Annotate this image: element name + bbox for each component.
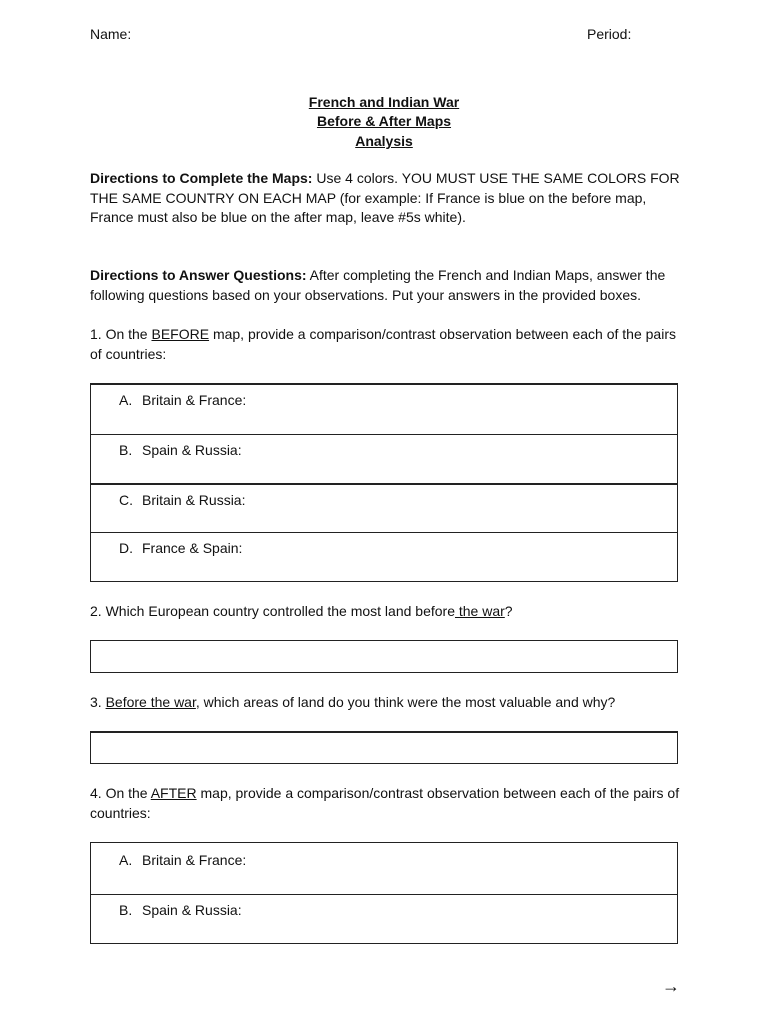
question-4 <box>90 784 690 823</box>
row-letter: A. <box>119 852 133 868</box>
question-3 <box>90 693 690 713</box>
row-label: Britain & Russia: <box>142 492 246 508</box>
row-letter: D. <box>119 540 133 556</box>
answer-row[interactable] <box>91 434 677 483</box>
question-4-answer-table <box>90 842 678 944</box>
question-2-prefix: 2. Which European country controlled the most land before <box>90 603 455 619</box>
row-letter: C. <box>119 492 133 508</box>
directions-maps-heading: Directions to Complete the Maps: <box>90 170 313 186</box>
row-letter: A. <box>119 392 133 408</box>
answer-row[interactable] <box>91 894 677 943</box>
question-3-underlined: Before the war <box>105 694 196 710</box>
answer-row[interactable] <box>91 532 677 581</box>
question-1-answer-table <box>90 383 678 582</box>
question-4-underlined: AFTER <box>150 785 197 801</box>
row-letter: B. <box>119 442 133 458</box>
row-label: France & Spain: <box>142 540 243 556</box>
next-page-arrow-icon: → <box>662 976 680 996</box>
question-1 <box>90 325 690 364</box>
directions-maps-text: Use 4 colors. YOU MUST USE THE SAME COLORS FOR THE SAME COUNTRY ON EACH MAP (for example: If France is blue on the before map, France must also be blue on the after map, leave #5s white). <box>90 170 680 225</box>
question-1-prefix: 1. On the <box>90 326 152 342</box>
question-4-prefix: 4. On the <box>90 785 151 801</box>
question-3-prefix: 3. <box>90 694 106 710</box>
question-2-suffix: ? <box>504 603 513 619</box>
directions-questions-heading: Directions to Answer Questions: <box>90 267 307 283</box>
question-3-suffix: , which areas of land do you think were the most valuable and why? <box>195 694 616 710</box>
row-label: Britain & France: <box>142 852 247 868</box>
question-1-suffix: map, provide a comparison/contrast observation between each of the pairs of countries: <box>90 326 676 362</box>
row-letter: B. <box>119 902 133 918</box>
question-2 <box>90 602 690 622</box>
directions-maps <box>90 169 690 228</box>
row-label: Spain & Russia: <box>142 902 242 918</box>
question-2-answer-box[interactable] <box>90 640 678 673</box>
directions-questions <box>90 266 690 305</box>
question-3-answer-box[interactable] <box>90 731 678 764</box>
title-line-3: Analysis <box>355 133 413 149</box>
answer-row[interactable] <box>91 483 677 532</box>
title-line-2: Before & After Maps <box>316 113 452 129</box>
row-label: Spain & Russia: <box>142 442 242 458</box>
answer-row[interactable] <box>91 385 677 434</box>
directions-questions-text: After completing the French and Indian Maps, answer the following questions based on your observations. Put your answers in the provided boxes. <box>90 267 666 303</box>
answer-row[interactable] <box>91 843 677 894</box>
question-1-underlined: BEFORE <box>151 326 210 342</box>
period-label: Period: <box>587 26 632 42</box>
row-label: Britain & France: <box>142 392 247 408</box>
question-2-underlined: the war <box>454 603 505 619</box>
question-4-suffix: map, provide a comparison/contrast observation between each of the pairs of countries: <box>90 785 680 821</box>
name-label: Name: <box>90 26 132 42</box>
title-line-1: French and Indian War <box>308 94 460 110</box>
